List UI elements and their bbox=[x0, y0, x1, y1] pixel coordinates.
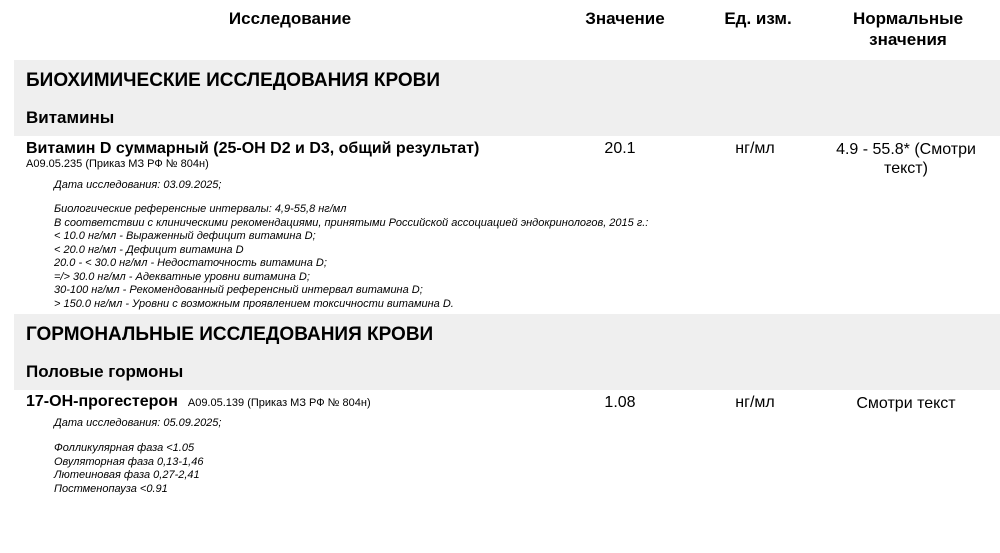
reference-range-line1: 4.9 - 55.8* (Смотри bbox=[836, 141, 976, 158]
study-date: Дата исследования: 05.09.2025; bbox=[54, 417, 222, 429]
note-line: < 10.0 нг/мл - Выраженный дефицит витамина D; bbox=[54, 230, 316, 242]
reference-range-vitamin-d bbox=[816, 140, 996, 178]
table-header bbox=[0, 0, 1000, 60]
note-line: Лютеиновая фаза 0,27-2,41 bbox=[54, 469, 200, 481]
column-header-norm bbox=[830, 8, 986, 50]
section-title: ГОРМОНАЛЬНЫЕ ИССЛЕДОВАНИЯ КРОВИ bbox=[26, 324, 434, 345]
reference-range-line2: текст) bbox=[884, 160, 928, 177]
result-unit-17oh-progesterone: нг/мл bbox=[735, 394, 775, 411]
test-notes-vitamin-d bbox=[54, 203, 648, 311]
test-name-label: 17-ОН-прогестерон bbox=[26, 393, 178, 410]
note-line: Постменопауза <0.91 bbox=[54, 482, 168, 495]
section-hormones bbox=[14, 314, 1000, 390]
result-value-vitamin-d: 20.1 bbox=[604, 140, 636, 157]
column-header-norm-line1: Нормальные bbox=[852, 9, 964, 28]
note-line: =/> 30.0 нг/мл - Адекватные уровни витамина D; bbox=[54, 270, 310, 283]
note-line: В соответствии с клиническими рекомендациями, принятыми Российской ассоциацией эндокринологов, 2015 г.: bbox=[54, 216, 649, 229]
note-line: > 150.0 нг/мл - Уровни с возможным проявлением токсичности витамина D. bbox=[54, 297, 454, 310]
test-name-vitamin-d: Витамин D суммарный (25-OH D2 и D3, общий результат) bbox=[26, 140, 480, 157]
test-code-vitamin-d: A09.05.235 (Приказ МЗ РФ № 804н) bbox=[26, 158, 209, 170]
result-unit-vitamin-d: нг/мл bbox=[735, 140, 775, 157]
study-date: Дата исследования: 03.09.2025; bbox=[54, 179, 222, 191]
note-line: Фолликулярная фаза <1.05 bbox=[54, 442, 195, 454]
note-line: Овуляторная фаза 0,13-1,46 bbox=[54, 455, 204, 468]
note-line: 30-100 нг/мл - Рекомендованный референсный интервал витамина D; bbox=[54, 284, 423, 296]
test-notes-17oh-progesterone bbox=[54, 442, 203, 496]
note-line: 20.0 - < 30.0 нг/мл - Недостаточность витамина D; bbox=[54, 257, 327, 269]
column-header-value: Значение bbox=[585, 9, 665, 28]
reference-range-17oh-progesterone: Смотри текст bbox=[856, 395, 956, 412]
column-header-study: Исследование bbox=[228, 9, 352, 28]
column-header-norm-line2: значения bbox=[869, 30, 947, 49]
column-header-unit: Ед. изм. bbox=[724, 9, 792, 28]
test-code-17oh-progesterone: A09.05.139 (Приказ МЗ РФ № 804н) bbox=[187, 397, 371, 409]
section-title: БИОХИМИЧЕСКИЕ ИССЛЕДОВАНИЯ КРОВИ bbox=[26, 70, 441, 91]
subsection-title: Витамины bbox=[26, 108, 115, 127]
note-line: Биологические референсные интервалы: 4,9-55,8 нг/мл bbox=[54, 203, 347, 215]
section-biochemistry bbox=[14, 60, 1000, 136]
subsection-title: Половые гормоны bbox=[26, 362, 184, 381]
note-line: < 20.0 нг/мл - Дефицит витамина D bbox=[54, 243, 244, 256]
result-value-17oh-progesterone: 1.08 bbox=[604, 394, 636, 411]
test-name-17oh-progesterone bbox=[26, 393, 371, 411]
